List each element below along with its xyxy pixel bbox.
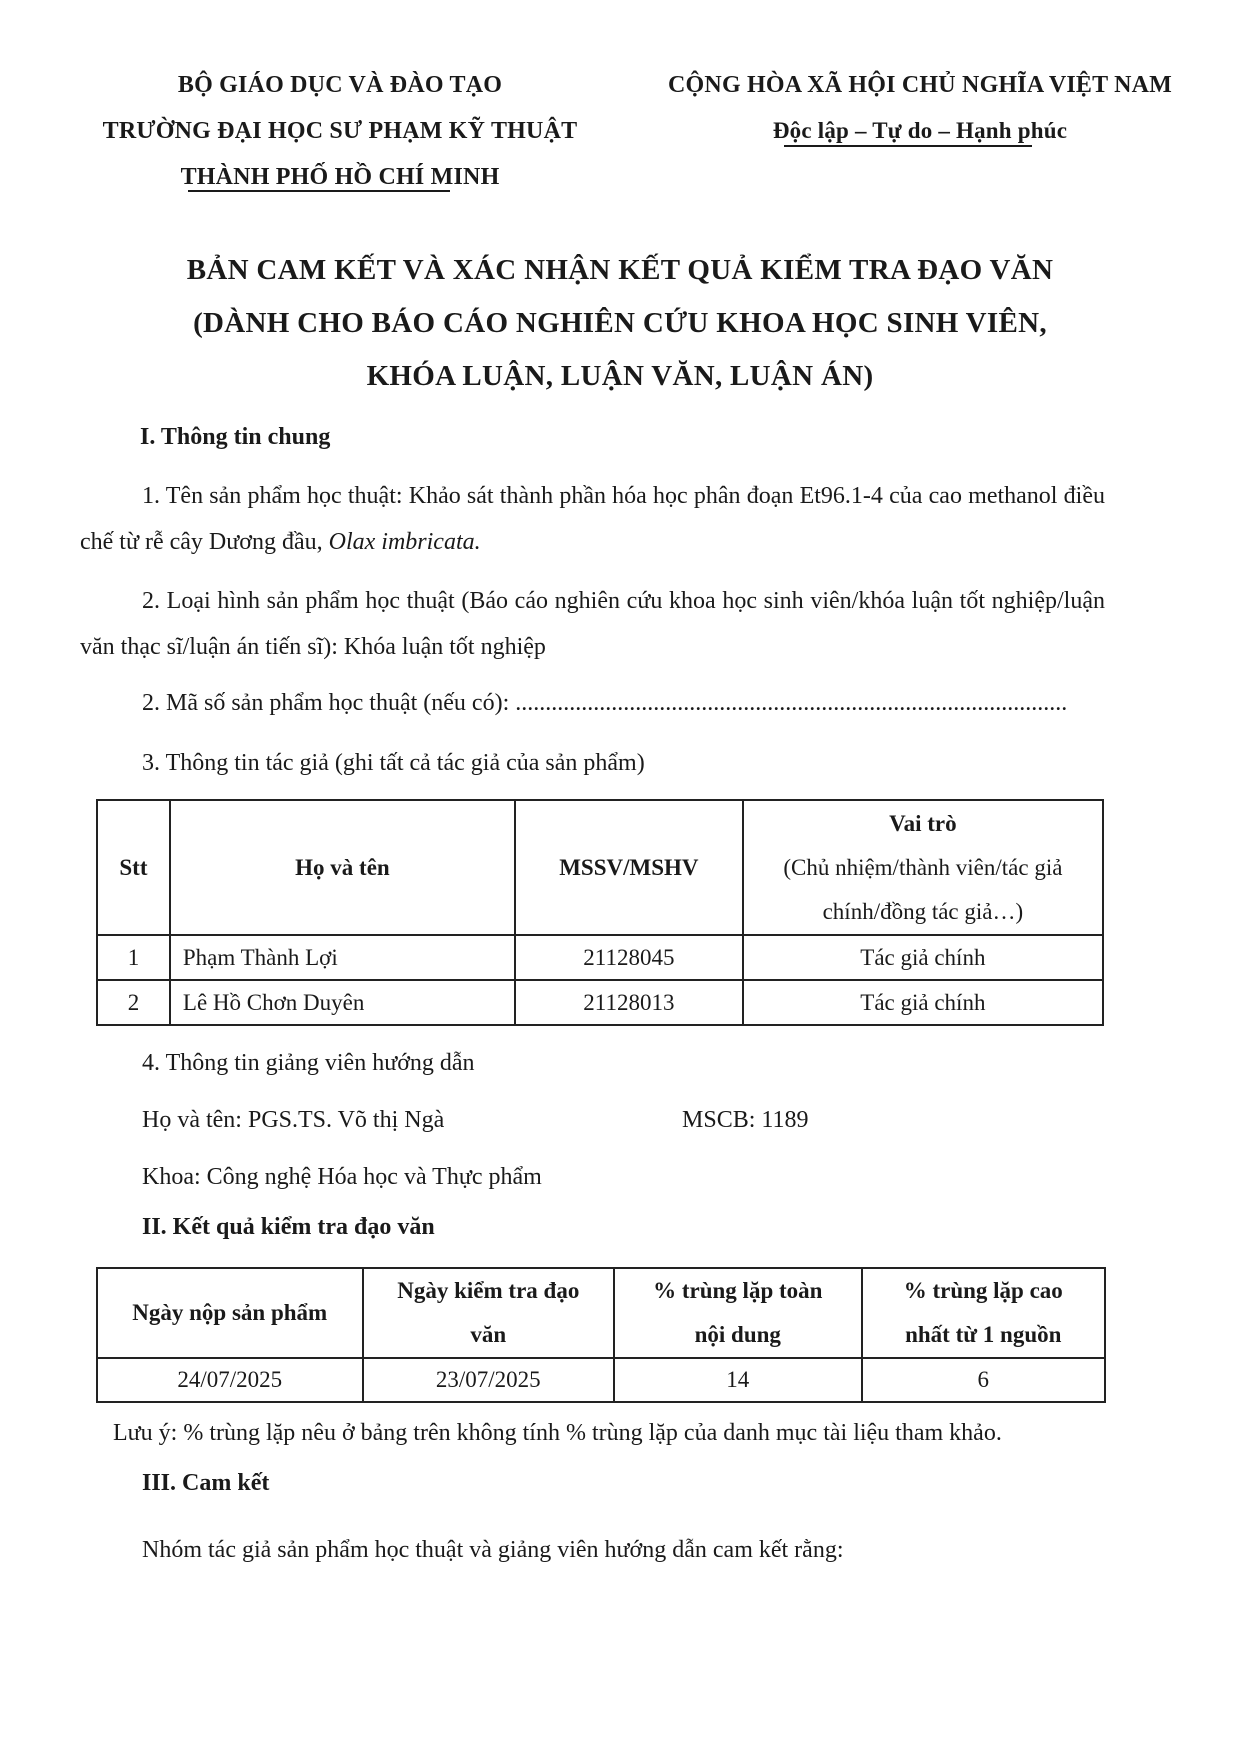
col-stt: Stt (97, 800, 170, 935)
nation-motto: Độc lập – Tự do – Hạnh phúc (772, 118, 1068, 143)
col-check-date-line-1: Ngày kiểm tra đạo (397, 1278, 580, 1303)
row-check-date: 23/07/2025 (363, 1358, 615, 1402)
title-line-1: BẢN CAM KẾT VÀ XÁC NHẬN KẾT QUẢ KIỂM TRA ĐẠO VĂN (186, 254, 1054, 286)
col-role-sub-1: (Chủ nhiệm/thành viên/tác giả (783, 854, 1063, 880)
title-line-3: KHÓA LUẬN, LUẬN VĂN, LUẬN ÁN) (366, 360, 874, 392)
col-role-title: Vai trò (889, 810, 957, 836)
nation-header (620, 62, 1220, 154)
row-total-overlap: 14 (614, 1358, 861, 1402)
authors-table-header (97, 800, 1103, 935)
ministry-name: BỘ GIÁO DỤC VÀ ĐÀO TẠO (177, 72, 503, 98)
authors-table (96, 799, 1104, 1026)
row-max-overlap: 6 (862, 1358, 1106, 1402)
advisor-heading: 4. Thông tin giảng viên hướng dẫn (142, 1050, 475, 1076)
col-check-date (363, 1268, 615, 1358)
product-code-dots: ............................................................................................ (515, 690, 1068, 716)
col-name: Họ và tên (170, 800, 515, 935)
product-type-paragraph: 2. Loại hình sản phẩm học thuật (Báo cáo nghiên cứu khoa học sinh viên/khóa luận tốt nghiệp/luận văn thạc sĩ/luận án tiến sĩ): Khóa luận tốt nghiệp (80, 588, 1105, 660)
plagiarism-table-header (97, 1268, 1105, 1358)
row-id: 21128013 (515, 980, 743, 1025)
section-1-heading: I. Thông tin chung (140, 424, 331, 450)
row-role: Tác giả chính (743, 980, 1103, 1025)
col-max-overlap (862, 1268, 1106, 1358)
col-submit-date: Ngày nộp sản phẩm (97, 1268, 363, 1358)
plagiarism-note: Lưu ý: % trùng lặp nêu ở bảng trên không tính % trùng lặp của danh mục tài liệu tham khảo. (113, 1420, 1002, 1446)
col-total-overlap (614, 1268, 861, 1358)
product-name-text: 1. Tên sản phẩm học thuật: Khảo sát thành phần hóa học phân đoạn Et96.1-4 của cao methanol điều chế từ rễ cây Dương đầu, (80, 483, 1105, 555)
advisor-name: Họ và tên: PGS.TS. Võ thị Ngà (142, 1107, 445, 1133)
ministry-header (40, 62, 640, 108)
nation-name: CỘNG HÒA XÃ HỘI CHỦ NGHĨA VIỆT NAM (668, 72, 1172, 98)
advisor-code: MSCB: 1189 (682, 1107, 809, 1133)
col-total-overlap-line-2: nội dung (694, 1322, 781, 1347)
title-line-2: (DÀNH CHO BÁO CÁO NGHIÊN CỨU KHOA HỌC SINH VIÊN, (193, 307, 1047, 339)
row-id: 21128045 (515, 935, 743, 980)
col-role (743, 800, 1103, 935)
col-max-overlap-line-2: nhất từ 1 nguồn (905, 1322, 1062, 1347)
document-title (60, 244, 1180, 403)
advisor-faculty: Khoa: Công nghệ Hóa học và Thực phẩm (142, 1164, 542, 1190)
author-info-heading: 3. Thông tin tác giả (ghi tất cả tác giả của sản phẩm) (142, 750, 645, 776)
product-species-italic: Olax imbricata. (328, 529, 481, 555)
table-row (97, 980, 1103, 1025)
product-code-label: 2. Mã số sản phẩm học thuật (nếu có): (142, 690, 516, 716)
col-id: MSSV/MSHV (515, 800, 743, 935)
row-role: Tác giả chính (743, 935, 1103, 980)
section-3-heading: III. Cam kết (142, 1470, 270, 1496)
header-right-underline (784, 145, 1032, 147)
university-header (40, 108, 640, 200)
col-max-overlap-line-1: % trùng lặp cao (903, 1278, 1063, 1303)
row-name: Lê Hồ Chơn Duyên (170, 980, 515, 1025)
col-check-date-line-2: văn (470, 1322, 507, 1347)
commitment-intro: Nhóm tác giả sản phẩm học thuật và giảng viên hướng dẫn cam kết rằng: (142, 1537, 844, 1563)
row-stt: 2 (97, 980, 170, 1025)
table-row (97, 1358, 1105, 1402)
col-total-overlap-line-1: % trùng lặp toàn (653, 1278, 823, 1303)
col-role-sub-2: chính/đồng tác giả…) (822, 898, 1024, 924)
section-2-heading: II. Kết quả kiểm tra đạo văn (142, 1214, 435, 1240)
header-left-underline (188, 190, 450, 192)
product-code-line (142, 680, 1102, 726)
university-name: TRƯỜNG ĐẠI HỌC SƯ PHẠM KỸ THUẬT (102, 118, 578, 144)
plagiarism-table (96, 1267, 1106, 1403)
row-submit-date: 24/07/2025 (97, 1358, 363, 1402)
row-name: Phạm Thành Lợi (170, 935, 515, 980)
table-row (97, 935, 1103, 980)
university-city: THÀNH PHỐ HỒ CHÍ MINH (180, 164, 500, 190)
product-name-paragraph (80, 473, 1105, 565)
row-stt: 1 (97, 935, 170, 980)
